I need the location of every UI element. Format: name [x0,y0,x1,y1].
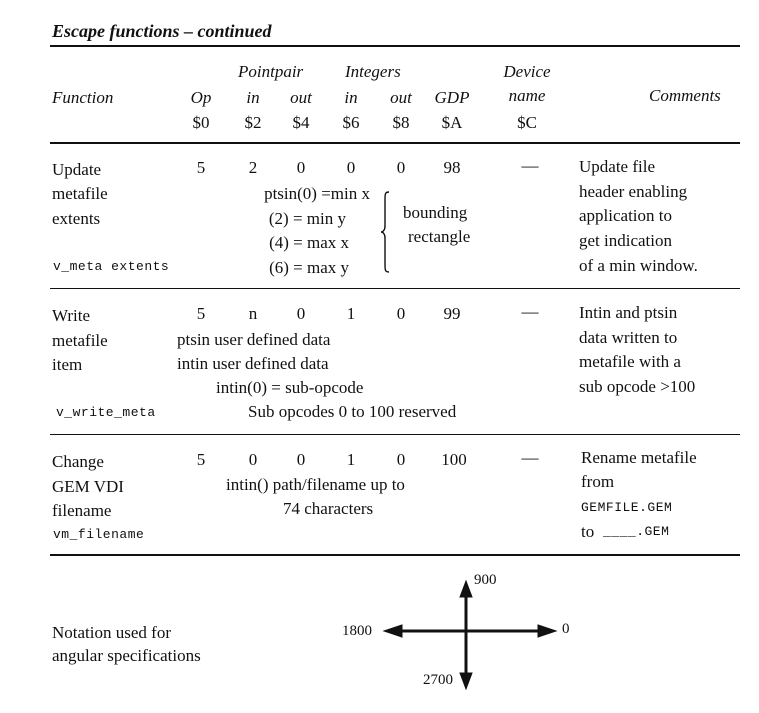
binding-name: v_meta extents [53,259,170,274]
value-int-out: 0 [396,158,406,177]
brace-icon [379,190,395,274]
value-pp-in: n [248,304,258,323]
arrow-up-icon [460,581,472,597]
function-name: extents [52,209,101,228]
value-op: 5 [196,304,206,323]
arrow-right-icon [538,625,556,637]
arrow-left-icon [384,625,402,637]
row-divider [50,288,740,289]
comment-line: metafile with a [579,352,681,371]
value-op: 5 [196,158,206,177]
code-op: $0 [192,113,210,132]
header-int-in: in [344,88,358,107]
function-name: metafile [52,331,108,350]
function-name: GEM VDI [52,477,124,496]
header-int-out: out [390,88,412,107]
comment-line: from [581,472,615,491]
value-int-in: 1 [346,304,356,323]
code-device: $C [517,113,537,132]
function-name: Change [52,452,104,471]
value-gdp: 98 [443,158,461,177]
angle-right: 0 [562,621,570,637]
comment-line: sub opcode >100 [579,377,696,396]
comment-line: Rename metafile [581,448,697,467]
compass-diagram [380,575,560,695]
comment-line: data written to [579,328,678,347]
angle-top: 900 [474,572,497,588]
function-name: filename [52,501,112,520]
value-gdp: 99 [443,304,461,323]
code-int-out: $8 [392,113,410,132]
row-divider [50,434,740,435]
function-name: Write [52,306,91,325]
detail-line: Sub opcodes 0 to 100 reserved [248,402,457,421]
code-pp-out: $4 [292,113,310,132]
comment-filename: ____.GEM [603,524,670,539]
header-comments: Comments [649,86,721,105]
value-gdp: 100 [441,450,467,469]
header-op: Op [190,88,212,107]
value-int-out: 0 [396,304,406,323]
detail-line: (4) = max x [269,233,349,252]
header-device: Device [503,62,551,81]
function-name: item [52,355,83,374]
table-bottom-rule [50,554,740,556]
comment-line: application to [579,206,673,225]
code-pp-in: $2 [244,113,262,132]
title-rule [50,45,740,47]
page-title: Escape functions – continued [52,21,272,41]
notation-label: Notation used for [52,623,171,642]
value-op: 5 [196,450,206,469]
comment-line: to [581,522,595,541]
value-pp-in: 0 [248,450,258,469]
detail-line: ptsin user defined data [177,330,331,349]
value-int-out: 0 [396,450,406,469]
value-pp-out: 0 [296,450,306,469]
header-rule [50,142,740,144]
value-int-in: 0 [346,158,356,177]
comment-filename: GEMFILE.GEM [581,500,673,515]
comment-line: Intin and ptsin [579,303,678,322]
header-pointpair: Pointpair [238,62,304,81]
value-device: — [521,156,539,175]
brace-label: rectangle [408,227,471,246]
angle-bottom: 2700 [423,672,453,688]
detail-line: (6) = max y [269,258,349,277]
detail-line: intin(0) = sub-opcode [216,378,364,397]
header-pp-in: in [246,88,260,107]
value-device: — [521,448,539,467]
header-pp-out: out [290,88,312,107]
detail-line: intin() path/filename up to [226,475,405,494]
arrow-down-icon [460,673,472,689]
header-device-name: name [508,86,546,105]
function-name: metafile [52,184,108,203]
binding-name: vm_filename [53,527,145,542]
angle-left: 1800 [342,623,372,639]
detail-line: (2) = min y [268,209,346,228]
binding-name: v_write_meta [56,405,156,420]
value-pp-out: 0 [296,158,306,177]
value-pp-in: 2 [248,158,258,177]
comment-line: of a min window. [579,256,698,275]
code-int-in: $6 [342,113,360,132]
notation-label: angular specifications [52,646,201,665]
detail-line: ptsin(0) =min x [264,184,370,203]
value-int-in: 1 [346,450,356,469]
value-device: — [521,302,539,321]
comment-line: get indication [579,231,673,250]
header-integers: Integers [345,62,401,81]
function-name: Update [52,160,102,179]
code-gdp: $A [441,113,463,132]
header-gdp: GDP [434,88,470,107]
detail-line: intin user defined data [177,354,329,373]
comment-line: Update file [579,157,655,176]
comment-line: header enabling [579,182,688,201]
detail-line: 74 characters [283,499,374,518]
brace-label: bounding [403,203,468,222]
header-function: Function [52,88,114,107]
value-pp-out: 0 [296,304,306,323]
